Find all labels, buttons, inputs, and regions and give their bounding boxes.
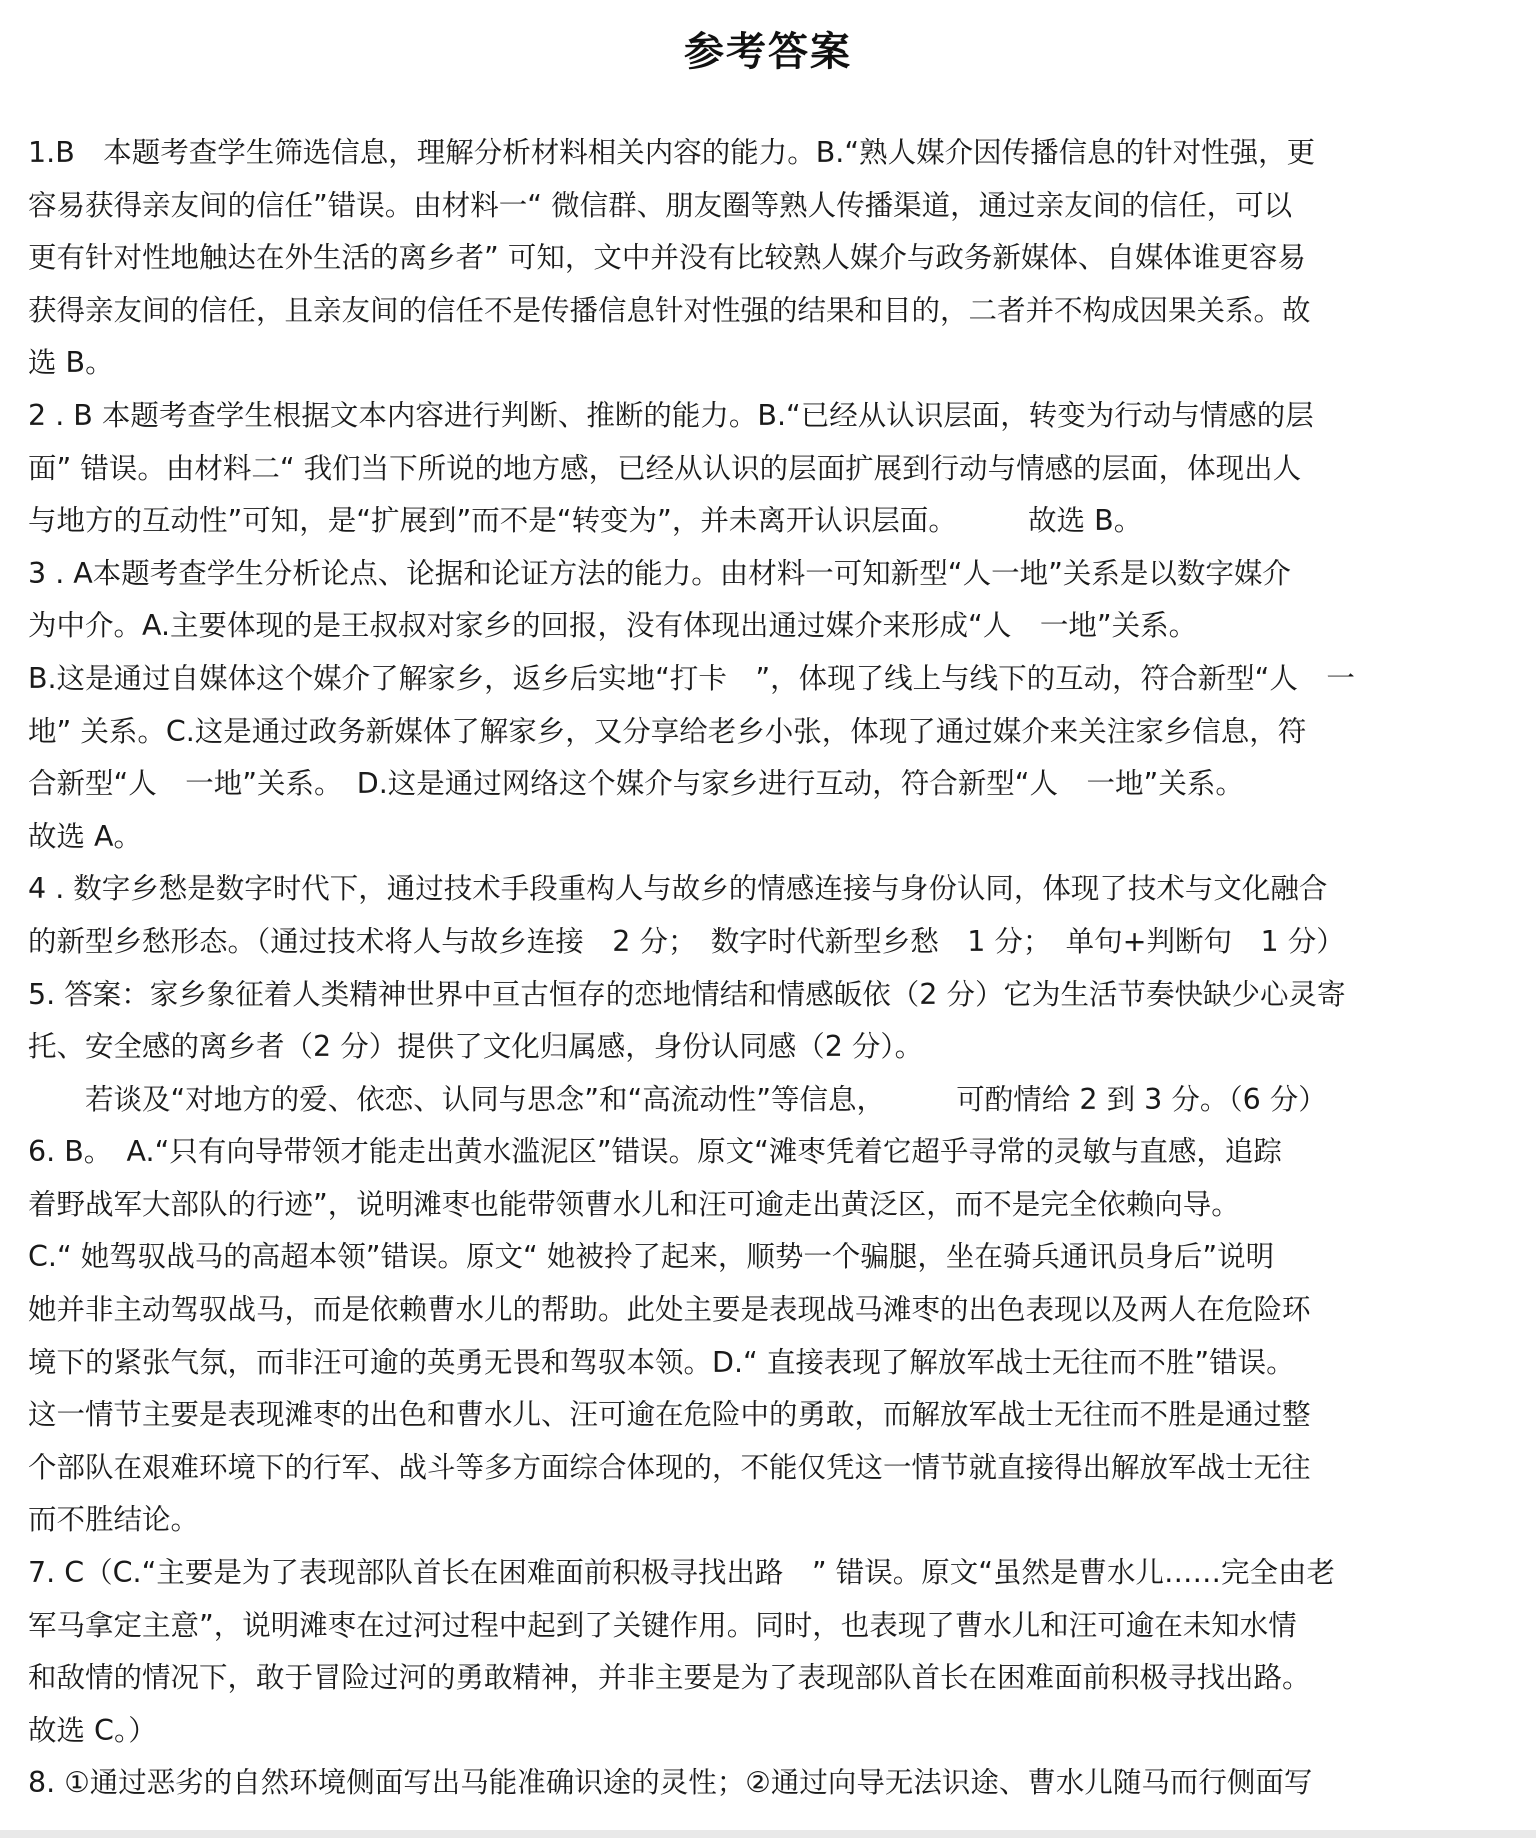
text-line: 个部队在艰难环境下的行军、战斗等多方面综合体现的，不能仅凭这一情节就直接得出解放军战士无往: [28, 1450, 1311, 1484]
text-line: 5. 答案：家乡象征着人类精神世界中亘古恒存的恋地情结和情感皈依（2 分）它为生活节奏快缺少心灵寄: [28, 977, 1346, 1011]
text-line: 面” 错误。由材料二“ 我们当下所说的地方感，已经从认识的层面扩展到行动与情感的层面，体现出人: [28, 451, 1302, 485]
text-line: 为中介。A.主要体现的是王叔叔对家乡的回报，没有体现出通过媒介来形成“人 一地”关系。: [28, 609, 1198, 643]
text-line: 她并非主动驾驭战马，而是依赖曹水儿的帮助。此处主要是表现战马滩枣的出色表现以及两人在危险环: [28, 1293, 1311, 1327]
text-line: 8. ①通过恶劣的自然环境侧面写出马能准确识途的灵性；②通过向导无法识途、曹水儿随马而行侧面写: [28, 1766, 1313, 1800]
text-line: 合新型“人 一地”关系。 D.这是通过网络这个媒介与家乡进行互动，符合新型“人 一地”关系。: [28, 767, 1244, 801]
page-title: 参考答案: [684, 29, 852, 75]
text-line: 选 B。: [28, 346, 114, 380]
text-line: 更有针对性地触达在外生活的离乡者” 可知，文中并没有比较熟人媒介与政务新媒体、自媒体谁更容易: [28, 241, 1306, 275]
answer-body: [28, 127, 1512, 1810]
text-line: 托、安全感的离乡者（2 分）提供了文化归属感，身份认同感（2 分）。: [28, 1030, 924, 1064]
text-line: 若谈及“对地方的爱、依恋、认同与思念”和“高流动性”等信息， 可酌情给 2 到 3 分。（6 分）: [28, 1082, 1327, 1116]
text-line: 3 . A本题考查学生分析论点、论据和论证方法的能力。由材料一可知新型“人一地”关系是以数字媒介: [28, 556, 1291, 590]
text-line: C.“ 她驾驭战马的高超本领”错误。原文“ 她被拎了起来，顺势一个骗腿，坐在骑兵通讯员身后”说明: [28, 1240, 1275, 1274]
text-line: 故选 C。）: [28, 1713, 157, 1747]
text-line: 与地方的互动性”可知，是“扩展到”而不是“转变为”，并未离开认识层面。 故选 B。: [28, 504, 1143, 538]
text-line: 的新型乡愁形态。（通过技术将人与故乡连接 2 分； 数字时代新型乡愁 1 分； 单句+判断句 1 分）: [28, 924, 1345, 958]
text-line: 这一情节主要是表现滩枣的出色和曹水儿、汪可逾在危险中的勇敢，而解放军战士无往而不胜是通过整: [28, 1398, 1311, 1432]
page-bottom-edge: [0, 1830, 1536, 1838]
text-line: 6. B。 A.“只有向导带领才能走出黄水滥泥区”错误。原文“滩枣凭着它超乎寻常的灵敏与直感，追踪: [28, 1135, 1282, 1169]
text-line: 4 . 数字乡愁是数字时代下，通过技术手段重构人与故乡的情感连接与身份认同，体现了技术与文化融合: [28, 872, 1328, 906]
text-line: 7. C（C.“主要是为了表现部队首长在困难面前积极寻找出路 ” 错误。原文“虽然是曹水儿……完全由老: [28, 1556, 1335, 1590]
text-line: 着野战军大部队的行迹”，说明滩枣也能带领曹水儿和汪可逾走出黄泛区，而不是完全依赖向导。: [28, 1187, 1240, 1221]
text-line: 而不胜结论。: [28, 1503, 200, 1537]
text-line: B.这是通过自媒体这个媒介了解家乡，返乡后实地“打卡 ”，体现了线上与线下的互动，符合新型“人 一: [28, 661, 1355, 695]
text-line: 境下的紧张气氛，而非汪可逾的英勇无畏和驾驭本领。D.“ 直接表现了解放军战士无往而不胜”错误。: [28, 1345, 1295, 1379]
text-line: 获得亲友间的信任，且亲友间的信任不是传播信息针对性强的结果和目的，二者并不构成因果关系。故: [28, 293, 1311, 327]
text-line: 2 . B 本题考查学生根据文本内容进行判断、推断的能力。B.“已经从认识层面，转变为行动与情感的层: [28, 398, 1314, 432]
text-line: 1.B 本题考查学生筛选信息，理解分析材料相关内容的能力。B.“熟人媒介因传播信息的针对性强，更: [28, 136, 1316, 169]
text-line: 地” 关系。C.这是通过政务新媒体了解家乡，又分享给老乡小张，体现了通过媒介来关注家乡信息，符: [28, 714, 1307, 748]
text-line: 和敌情的情况下，敢于冒险过河的勇敢精神，并非主要是为了表现部队首长在困难面前积极寻找出路。: [28, 1661, 1311, 1695]
text-line: 容易获得亲友间的信任”错误。由材料一“ 微信群、朋友圈等熟人传播渠道，通过亲友间的信任，可以: [28, 188, 1293, 222]
text-line: 军马拿定主意”，说明滩枣在过河过程中起到了关键作用。同时，也表现了曹水儿和汪可逾在未知水情: [28, 1608, 1297, 1642]
text-line: 故选 A。: [28, 819, 143, 853]
